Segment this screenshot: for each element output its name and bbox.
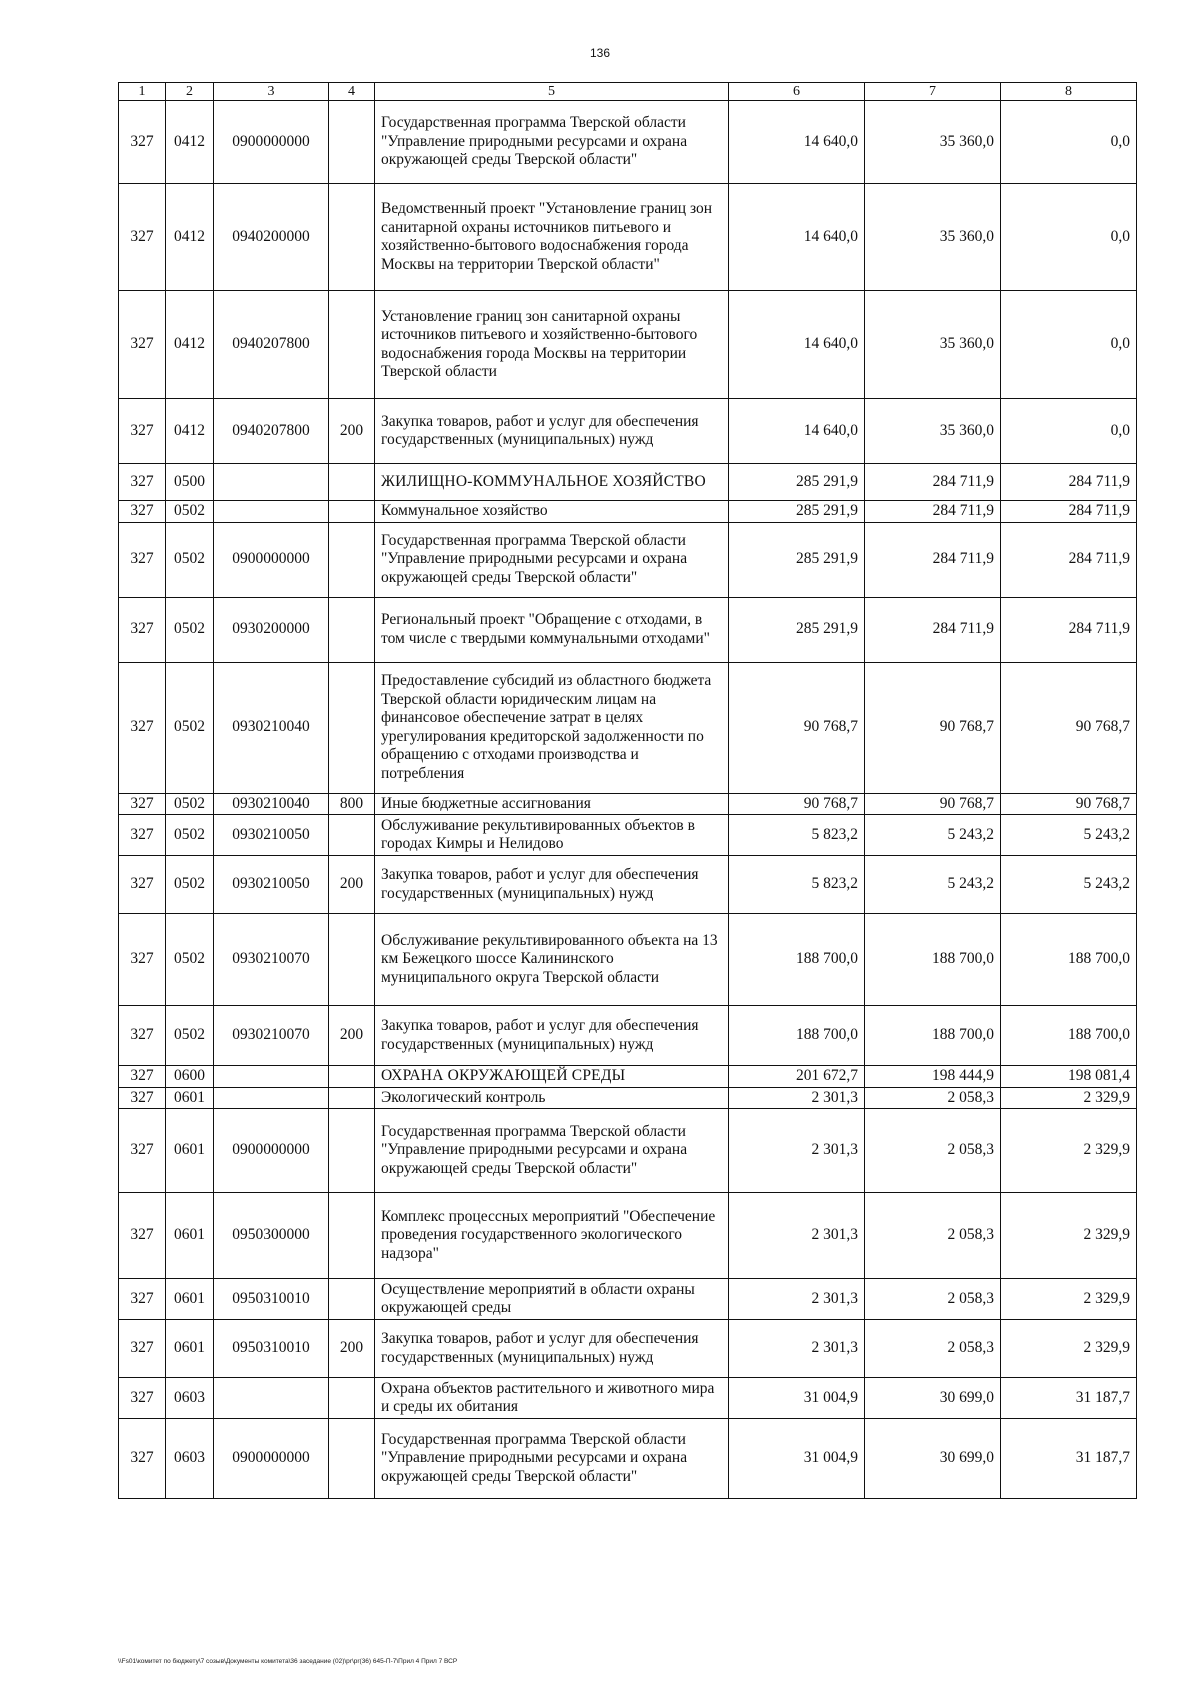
- table-row: [119, 399, 1137, 464]
- value-col7-cell: 188 700,0: [865, 914, 1001, 1006]
- table-row: [119, 1378, 1137, 1419]
- chapter-code-cell: 327: [119, 1378, 166, 1419]
- column-header-1: 1: [119, 83, 166, 101]
- value-col7-cell: 2 058,3: [865, 1193, 1001, 1279]
- value-col8-cell: 0,0: [1001, 399, 1137, 464]
- value-col8-cell: 2 329,9: [1001, 1109, 1137, 1193]
- expense-type-code-cell: [329, 101, 375, 184]
- value-col8-cell: 2 329,9: [1001, 1320, 1137, 1378]
- expense-type-code-cell: 800: [329, 793, 375, 815]
- chapter-code-cell: 327: [119, 1066, 166, 1088]
- value-col6-cell: 5 823,2: [729, 856, 865, 914]
- value-col8-cell: 31 187,7: [1001, 1419, 1137, 1499]
- column-header-3: 3: [214, 83, 329, 101]
- section-code-cell: 0412: [166, 101, 214, 184]
- section-code-cell: 0502: [166, 597, 214, 662]
- chapter-code-cell: 327: [119, 597, 166, 662]
- chapter-code-cell: 327: [119, 291, 166, 399]
- expense-type-code-cell: [329, 815, 375, 856]
- section-code-cell: 0412: [166, 399, 214, 464]
- value-col8-cell: 284 711,9: [1001, 464, 1137, 501]
- chapter-code-cell: 327: [119, 1006, 166, 1066]
- expense-type-code-cell: [329, 1378, 375, 1419]
- value-col6-cell: 2 301,3: [729, 1109, 865, 1193]
- table-row: [119, 662, 1137, 793]
- value-col7-cell: 35 360,0: [865, 399, 1001, 464]
- value-col6-cell: 2 301,3: [729, 1087, 865, 1109]
- value-col7-cell: 284 711,9: [865, 522, 1001, 597]
- description-cell: Предоставление субсидий из областного бюджета Тверской области юридическим лицам на финансовое обеспечение затрат в целях урегулирования кредиторской задолженности по обращению с отходами производства и потребления: [375, 662, 729, 793]
- value-col8-cell: 5 243,2: [1001, 856, 1137, 914]
- value-col8-cell: 188 700,0: [1001, 1006, 1137, 1066]
- target-article-code-cell: [214, 464, 329, 501]
- description-cell: Государственная программа Тверской области "Управление природными ресурсами и охрана окружающей среды Тверской области": [375, 1109, 729, 1193]
- value-col6-cell: 14 640,0: [729, 399, 865, 464]
- value-col8-cell: 188 700,0: [1001, 914, 1137, 1006]
- value-col7-cell: 284 711,9: [865, 464, 1001, 501]
- expense-type-code-cell: [329, 291, 375, 399]
- value-col7-cell: 90 768,7: [865, 662, 1001, 793]
- column-header-2: 2: [166, 83, 214, 101]
- value-col6-cell: 2 301,3: [729, 1193, 865, 1279]
- value-col7-cell: 30 699,0: [865, 1378, 1001, 1419]
- expense-type-code-cell: [329, 1419, 375, 1499]
- value-col8-cell: 90 768,7: [1001, 662, 1137, 793]
- table-body: [119, 101, 1137, 1499]
- value-col7-cell: 5 243,2: [865, 815, 1001, 856]
- section-code-cell: 0500: [166, 464, 214, 501]
- section-code-cell: 0601: [166, 1279, 214, 1320]
- table-row: [119, 815, 1137, 856]
- section-code-cell: 0603: [166, 1378, 214, 1419]
- table-header: [119, 83, 1137, 101]
- target-article-code-cell: 0930210070: [214, 914, 329, 1006]
- value-col7-cell: 2 058,3: [865, 1279, 1001, 1320]
- target-article-code-cell: 0930210040: [214, 793, 329, 815]
- value-col7-cell: 284 711,9: [865, 597, 1001, 662]
- chapter-code-cell: 327: [119, 101, 166, 184]
- table-row: [119, 914, 1137, 1006]
- value-col7-cell: 284 711,9: [865, 501, 1001, 523]
- value-col7-cell: 2 058,3: [865, 1320, 1001, 1378]
- chapter-code-cell: 327: [119, 1419, 166, 1499]
- value-col8-cell: 284 711,9: [1001, 597, 1137, 662]
- table-row: [119, 1320, 1137, 1378]
- description-cell: Иные бюджетные ассигнования: [375, 793, 729, 815]
- target-article-code-cell: 0900000000: [214, 1419, 329, 1499]
- target-article-code-cell: 0940200000: [214, 184, 329, 291]
- value-col6-cell: 2 301,3: [729, 1320, 865, 1378]
- value-col6-cell: 285 291,9: [729, 501, 865, 523]
- section-code-cell: 0502: [166, 501, 214, 523]
- value-col6-cell: 201 672,7: [729, 1066, 865, 1088]
- description-cell: Закупка товаров, работ и услуг для обеспечения государственных (муниципальных) нужд: [375, 1006, 729, 1066]
- column-header-8: 8: [1001, 83, 1137, 101]
- value-col8-cell: 284 711,9: [1001, 501, 1137, 523]
- table-row: [119, 101, 1137, 184]
- value-col7-cell: 35 360,0: [865, 291, 1001, 399]
- table-row: [119, 184, 1137, 291]
- description-cell: Государственная программа Тверской области "Управление природными ресурсами и охрана окружающей среды Тверской области": [375, 522, 729, 597]
- target-article-code-cell: 0900000000: [214, 522, 329, 597]
- section-code-cell: 0502: [166, 914, 214, 1006]
- chapter-code-cell: 327: [119, 1087, 166, 1109]
- page-number: 136: [589, 46, 611, 60]
- target-article-code-cell: 0930200000: [214, 597, 329, 662]
- column-header-6: 6: [729, 83, 865, 101]
- table-row: [119, 1279, 1137, 1320]
- target-article-code-cell: 0950310010: [214, 1279, 329, 1320]
- chapter-code-cell: 327: [119, 184, 166, 291]
- description-cell: Осуществление мероприятий в области охраны окружающей среды: [375, 1279, 729, 1320]
- description-cell: Закупка товаров, работ и услуг для обеспечения государственных (муниципальных) нужд: [375, 1320, 729, 1378]
- value-col6-cell: 285 291,9: [729, 597, 865, 662]
- chapter-code-cell: 327: [119, 1320, 166, 1378]
- section-code-cell: 0601: [166, 1109, 214, 1193]
- section-code-cell: 0600: [166, 1066, 214, 1088]
- description-cell: Установление границ зон санитарной охраны источников питьевого и хозяйственно-бытового водоснабжения города Москвы на территории Тверской области: [375, 291, 729, 399]
- section-code-cell: 0502: [166, 522, 214, 597]
- target-article-code-cell: 0940207800: [214, 291, 329, 399]
- expense-type-code-cell: 200: [329, 1006, 375, 1066]
- description-cell: Экологический контроль: [375, 1087, 729, 1109]
- chapter-code-cell: 327: [119, 815, 166, 856]
- target-article-code-cell: 0900000000: [214, 1109, 329, 1193]
- value-col7-cell: 30 699,0: [865, 1419, 1001, 1499]
- target-article-code-cell: 0930210050: [214, 815, 329, 856]
- expense-type-code-cell: [329, 184, 375, 291]
- expense-type-code-cell: [329, 597, 375, 662]
- footer-file-path: \\Fs01\комитет по бюджету\7 созыв\Документы комитета\36 заседание (02)\pr\pr(36) 645-П-7\Прил 4 Прил 7 ВСР: [118, 1658, 458, 1665]
- table-row: [119, 464, 1137, 501]
- table-row: [119, 522, 1137, 597]
- chapter-code-cell: 327: [119, 1193, 166, 1279]
- section-code-cell: 0412: [166, 291, 214, 399]
- expense-type-code-cell: [329, 501, 375, 523]
- value-col8-cell: 0,0: [1001, 184, 1137, 291]
- description-cell: Региональный проект "Обращение с отходами, в том числе с твердыми коммунальными отходами": [375, 597, 729, 662]
- expense-type-code-cell: 200: [329, 1320, 375, 1378]
- section-code-cell: 0601: [166, 1193, 214, 1279]
- target-article-code-cell: 0930210040: [214, 662, 329, 793]
- value-col7-cell: 198 444,9: [865, 1066, 1001, 1088]
- description-cell: Государственная программа Тверской области "Управление природными ресурсами и охрана окружающей среды Тверской области": [375, 1419, 729, 1499]
- chapter-code-cell: 327: [119, 501, 166, 523]
- chapter-code-cell: 327: [119, 914, 166, 1006]
- value-col6-cell: 285 291,9: [729, 464, 865, 501]
- value-col7-cell: 35 360,0: [865, 101, 1001, 184]
- expense-type-code-cell: [329, 914, 375, 1006]
- value-col6-cell: 14 640,0: [729, 291, 865, 399]
- value-col7-cell: 35 360,0: [865, 184, 1001, 291]
- value-col7-cell: 2 058,3: [865, 1109, 1001, 1193]
- chapter-code-cell: 327: [119, 856, 166, 914]
- description-cell: Комплекс процессных мероприятий "Обеспечение проведения государственного экологического надзора": [375, 1193, 729, 1279]
- value-col6-cell: 14 640,0: [729, 101, 865, 184]
- chapter-code-cell: 327: [119, 522, 166, 597]
- section-code-cell: 0502: [166, 1006, 214, 1066]
- column-header-7: 7: [865, 83, 1001, 101]
- expense-type-code-cell: [329, 464, 375, 501]
- value-col7-cell: 5 243,2: [865, 856, 1001, 914]
- section-code-cell: 0601: [166, 1087, 214, 1109]
- value-col6-cell: 90 768,7: [729, 662, 865, 793]
- table-row: [119, 1087, 1137, 1109]
- section-code-cell: 0502: [166, 793, 214, 815]
- description-cell: Коммунальное хозяйство: [375, 501, 729, 523]
- chapter-code-cell: 327: [119, 1279, 166, 1320]
- section-code-cell: 0601: [166, 1320, 214, 1378]
- value-col8-cell: 0,0: [1001, 101, 1137, 184]
- section-code-cell: 0603: [166, 1419, 214, 1499]
- table-row: [119, 856, 1137, 914]
- expense-type-code-cell: 200: [329, 399, 375, 464]
- value-col8-cell: 2 329,9: [1001, 1279, 1137, 1320]
- budget-table: [118, 82, 1137, 1499]
- chapter-code-cell: 327: [119, 399, 166, 464]
- header-row: [119, 83, 1137, 101]
- section-code-cell: 0502: [166, 815, 214, 856]
- value-col8-cell: 5 243,2: [1001, 815, 1137, 856]
- value-col7-cell: 90 768,7: [865, 793, 1001, 815]
- table-row: [119, 1006, 1137, 1066]
- table-row: [119, 291, 1137, 399]
- value-col6-cell: 188 700,0: [729, 914, 865, 1006]
- value-col6-cell: 5 823,2: [729, 815, 865, 856]
- value-col8-cell: 198 081,4: [1001, 1066, 1137, 1088]
- value-col6-cell: 2 301,3: [729, 1279, 865, 1320]
- table-row: [119, 501, 1137, 523]
- section-code-cell: 0502: [166, 662, 214, 793]
- value-col6-cell: 14 640,0: [729, 184, 865, 291]
- description-cell: Закупка товаров, работ и услуг для обеспечения государственных (муниципальных) нужд: [375, 856, 729, 914]
- table-row: [119, 597, 1137, 662]
- description-cell: Обслуживание рекультивированного объекта на 13 км Бежецкого шоссе Калининского муниципального округа Тверской области: [375, 914, 729, 1006]
- chapter-code-cell: 327: [119, 1109, 166, 1193]
- target-article-code-cell: 0900000000: [214, 101, 329, 184]
- target-article-code-cell: 0930210050: [214, 856, 329, 914]
- description-cell: Обслуживание рекультивированных объектов в городах Кимры и Нелидово: [375, 815, 729, 856]
- expense-type-code-cell: [329, 1087, 375, 1109]
- value-col8-cell: 90 768,7: [1001, 793, 1137, 815]
- target-article-code-cell: [214, 1378, 329, 1419]
- value-col6-cell: 31 004,9: [729, 1378, 865, 1419]
- target-article-code-cell: [214, 1066, 329, 1088]
- chapter-code-cell: 327: [119, 793, 166, 815]
- description-cell: Государственная программа Тверской области "Управление природными ресурсами и охрана окружающей среды Тверской области": [375, 101, 729, 184]
- column-header-5: 5: [375, 83, 729, 101]
- table-row: [119, 1066, 1137, 1088]
- expense-type-code-cell: [329, 662, 375, 793]
- description-cell: Закупка товаров, работ и услуг для обеспечения государственных (муниципальных) нужд: [375, 399, 729, 464]
- table-row: [119, 1109, 1137, 1193]
- value-col8-cell: 284 711,9: [1001, 522, 1137, 597]
- value-col6-cell: 90 768,7: [729, 793, 865, 815]
- value-col6-cell: 285 291,9: [729, 522, 865, 597]
- target-article-code-cell: 0930210070: [214, 1006, 329, 1066]
- expense-type-code-cell: [329, 1066, 375, 1088]
- target-article-code-cell: 0950310010: [214, 1320, 329, 1378]
- table-row: [119, 1419, 1137, 1499]
- value-col8-cell: 2 329,9: [1001, 1193, 1137, 1279]
- target-article-code-cell: 0940207800: [214, 399, 329, 464]
- value-col8-cell: 31 187,7: [1001, 1378, 1137, 1419]
- description-cell: Охрана объектов растительного и животного мира и среды их обитания: [375, 1378, 729, 1419]
- section-code-cell: 0502: [166, 856, 214, 914]
- expense-type-code-cell: [329, 1109, 375, 1193]
- value-col6-cell: 31 004,9: [729, 1419, 865, 1499]
- value-col6-cell: 188 700,0: [729, 1006, 865, 1066]
- expense-type-code-cell: [329, 1193, 375, 1279]
- target-article-code-cell: 0950300000: [214, 1193, 329, 1279]
- expense-type-code-cell: [329, 522, 375, 597]
- target-article-code-cell: [214, 1087, 329, 1109]
- column-header-4: 4: [329, 83, 375, 101]
- target-article-code-cell: [214, 501, 329, 523]
- expense-type-code-cell: 200: [329, 856, 375, 914]
- table-row: [119, 1193, 1137, 1279]
- table-row: [119, 793, 1137, 815]
- chapter-code-cell: 327: [119, 662, 166, 793]
- chapter-code-cell: 327: [119, 464, 166, 501]
- value-col8-cell: 2 329,9: [1001, 1087, 1137, 1109]
- description-cell: ОХРАНА ОКРУЖАЮЩЕЙ СРЕДЫ: [375, 1066, 729, 1088]
- value-col8-cell: 0,0: [1001, 291, 1137, 399]
- value-col7-cell: 2 058,3: [865, 1087, 1001, 1109]
- description-cell: ЖИЛИЩНО-КОММУНАЛЬНОЕ ХОЗЯЙСТВО: [375, 464, 729, 501]
- value-col7-cell: 188 700,0: [865, 1006, 1001, 1066]
- section-code-cell: 0412: [166, 184, 214, 291]
- expense-type-code-cell: [329, 1279, 375, 1320]
- description-cell: Ведомственный проект "Установление границ зон санитарной охраны источников питьевого и хозяйственно-бытового водоснабжения города Москвы на территории Тверской области": [375, 184, 729, 291]
